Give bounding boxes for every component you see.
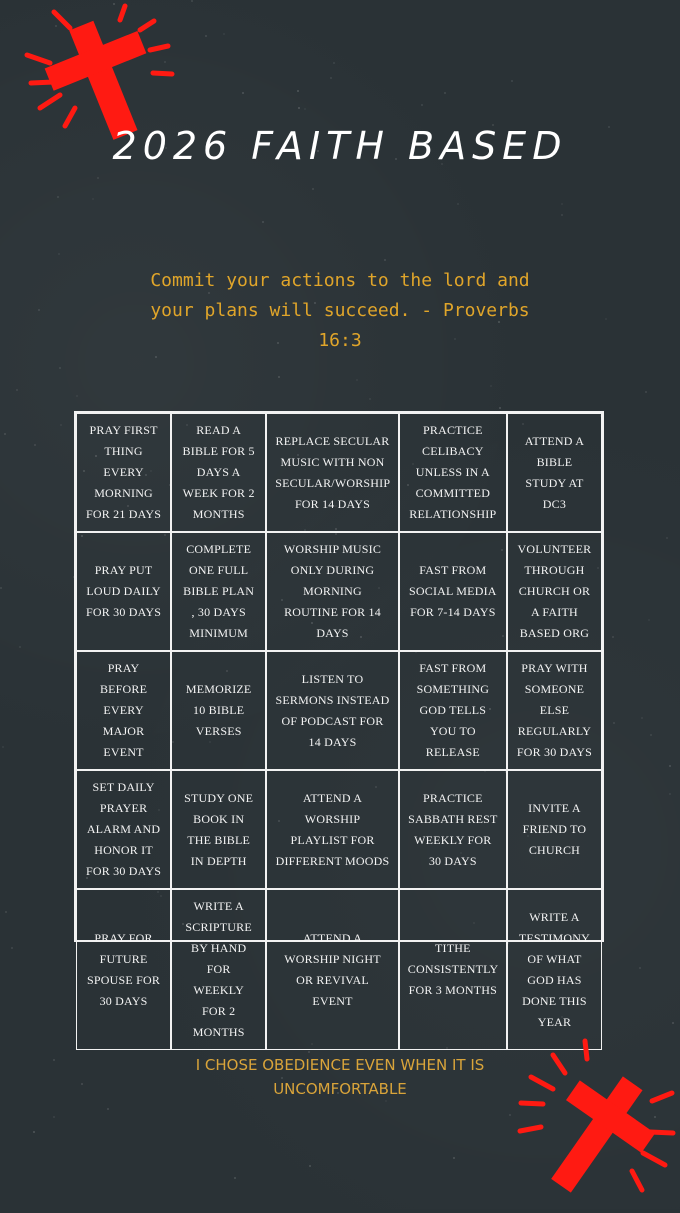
bingo-cell	[171, 889, 266, 1050]
bingo-cell-text: FAST FROM SOCIAL MEDIA FOR 7-14 DAYS	[409, 563, 497, 619]
bingo-cell-text: VOLUNTEER THROUGH CHURCH OR A FAITH BASED ORG	[517, 542, 592, 640]
bingo-cell-text: TITHE CONSISTENTLY FOR 3 MONTHS	[407, 941, 499, 997]
bingo-cell-text: PRAY FIRST THING EVERY MORNING FOR 21 DAYS	[85, 423, 162, 521]
bingo-cell-text: PRACTICE CELIBACY UNLESS IN A COMMITTED RELATIONSHIP	[409, 423, 497, 521]
footer-quote: I CHOSE OBEDIENCE EVEN WHEN IT IS UNCOMFORTABLE	[195, 1056, 485, 1098]
bingo-cell-text: LISTEN TO SERMONS INSTEAD OF PODCAST FOR 14 DAYS	[275, 671, 390, 749]
bingo-cell	[399, 889, 507, 1050]
bingo-cell-text: WORSHIP MUSIC ONLY DURING MORNING ROUTINE FOR 14 DAYS	[283, 542, 382, 640]
bingo-cell-text: SET DAILY PRAYER ALARM AND HONOR IT FOR 30 DAYS	[85, 780, 162, 878]
bingo-cell-text: PRAY BEFORE EVERY MAJOR EVENT	[99, 661, 148, 759]
bingo-cell	[399, 651, 507, 770]
bingo-cell	[507, 651, 602, 770]
bingo-cell-text: STUDY ONE BOOK IN THE BIBLE IN DEPTH	[184, 790, 254, 868]
bingo-cell	[399, 770, 507, 889]
bible-verse: Commit your actions to the lord and your plans will succeed. - Proverbs 16:3	[150, 270, 530, 351]
bingo-board	[74, 411, 604, 1039]
page-title: 2026 FAITH BASED	[112, 124, 568, 168]
bingo-cell	[266, 532, 399, 651]
bingo-cell	[266, 770, 399, 889]
bingo-cell-text: FAST FROM SOMETHING GOD TELLS YOU TO RELEASE	[416, 661, 490, 759]
bingo-cell-text: ATTEND A BIBLE STUDY AT DC3	[524, 433, 585, 511]
bingo-cell-text: PRACTICE SABBATH REST WEEKLY FOR 30 DAYS	[408, 790, 498, 868]
bingo-cell-text: ATTEND A WORSHIP PLAYLIST FOR DIFFERENT MOODS	[275, 790, 390, 868]
bingo-cell	[399, 532, 507, 651]
bingo-cell-text: WRITE A SCRIPTURE BY HAND FOR WEEKLY FOR 2 MONTHS	[185, 899, 252, 1039]
bingo-cell-text: MEMORIZE 10 BIBLE VERSES	[185, 682, 252, 738]
bingo-cell	[171, 413, 266, 532]
cross-icon	[515, 1035, 680, 1209]
bingo-cell-text: PRAY FOR FUTURE SPOUSE FOR 30 DAYS	[87, 930, 161, 1008]
bingo-cell	[507, 532, 602, 651]
bingo-cell	[399, 413, 507, 532]
bingo-cell-text: READ A BIBLE FOR 5 DAYS A WEEK FOR 2 MONTHS	[182, 423, 255, 521]
bingo-cell	[171, 532, 266, 651]
bingo-cell	[507, 889, 602, 1050]
bingo-cell	[171, 651, 266, 770]
bingo-cell	[266, 651, 399, 770]
bingo-cell-text: WRITE A TESTIMONY OF WHAT GOD HAS DONE THIS YEAR	[518, 909, 590, 1029]
bingo-cell	[76, 413, 171, 532]
bingo-cell	[507, 770, 602, 889]
bingo-cell-text: COMPLETE ONE FULL BIBLE PLAN , 30 DAYS MINIMUM	[183, 542, 255, 640]
bingo-cell-text: PRAY PUT LOUD DAILY FOR 30 DAYS	[85, 563, 162, 619]
bingo-cell	[76, 532, 171, 651]
bingo-cell	[76, 770, 171, 889]
bingo-cell-text: ATTEND A WORSHIP NIGHT OR REVIVAL EVENT	[284, 930, 381, 1008]
bingo-cell	[266, 889, 399, 1050]
bingo-cell-text: REPLACE SECULAR MUSIC WITH NON SECULAR/WORSHIP FOR 14 DAYS	[275, 433, 391, 511]
bingo-cell	[171, 770, 266, 889]
bingo-cell	[76, 651, 171, 770]
bingo-cell	[507, 413, 602, 532]
bingo-cell-text: INVITE A FRIEND TO CHURCH	[522, 801, 587, 857]
bingo-cell-text: PRAY WITH SOMEONE ELSE REGULARLY FOR 30 DAYS	[516, 661, 592, 759]
bingo-cell	[76, 889, 171, 1050]
bingo-cell	[266, 413, 399, 532]
